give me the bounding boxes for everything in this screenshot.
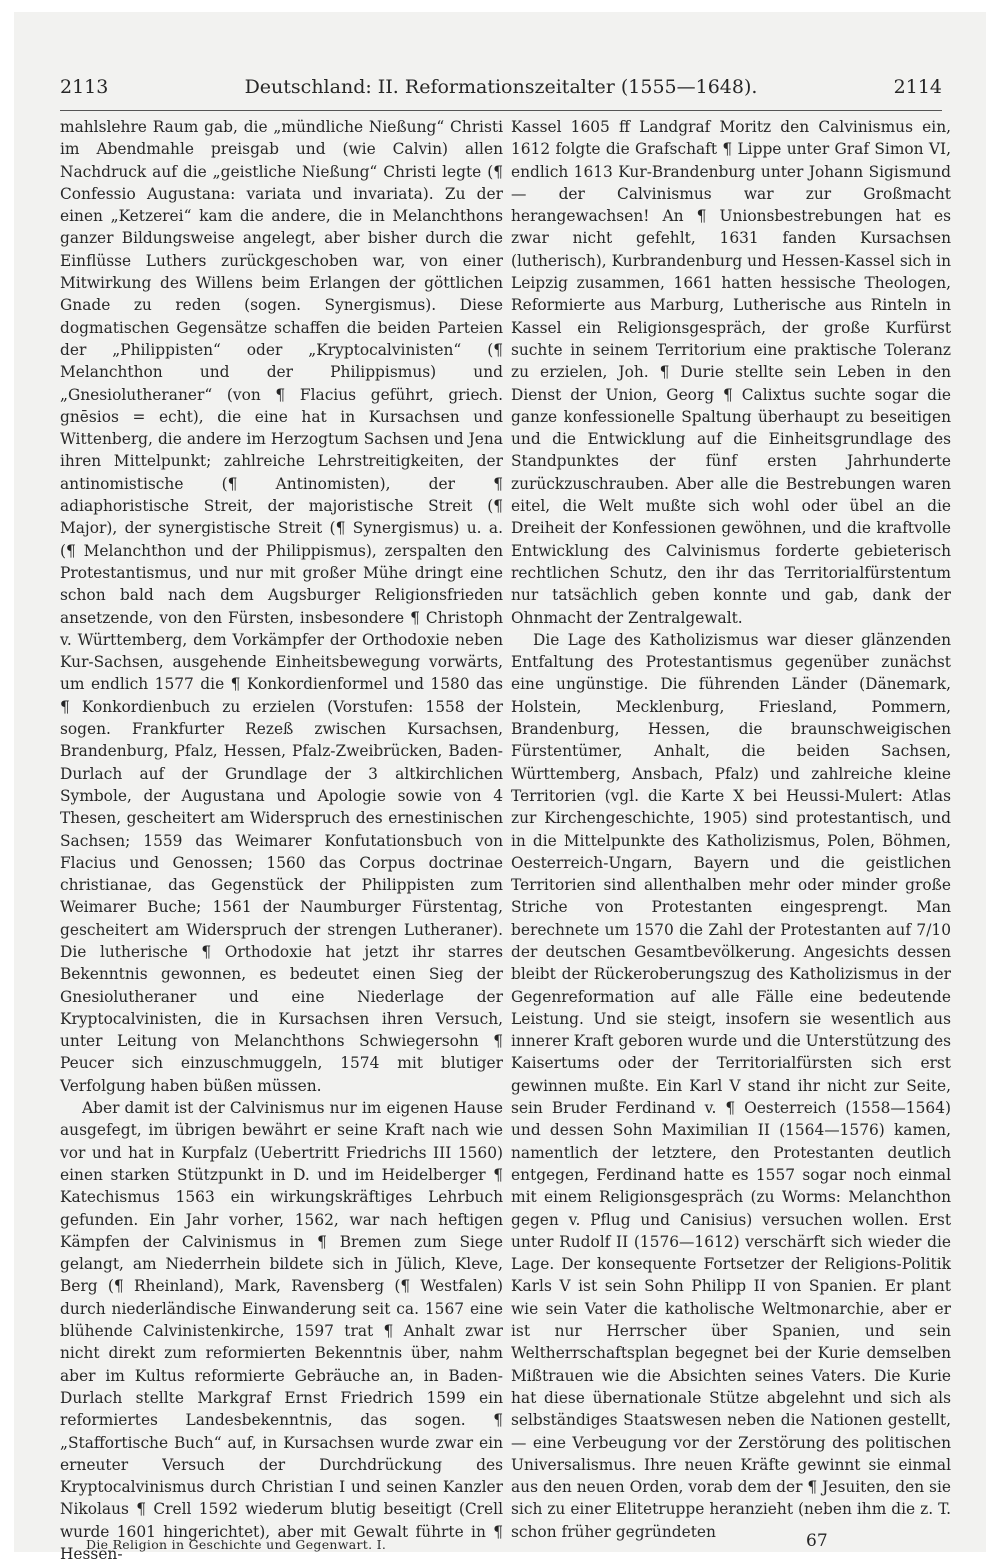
left-paragraph-2: Aber damit ist der Calvinismus nur im eigenen Hause ausgefegt, im übrigen bewährt er seine Kraft nach wie vor und hat in Kurpfalz (Uebertritt Friedrichs III 1560) einen starken Stützpunkt in D. und im Heidelberger ¶ Katechismus 1563 ein wirkungskräftiges Lehrbuch gefunden. Ein Jahr vorher, 1562, war nach heftigen Kämpfen der Calvinismus in ¶ Bremen zum Siege gelangt, am Niederrhein bildete sich in Jülich, Kleve, Berg (¶ Rheinland), Mark, Ravensberg (¶ Westfalen) durch niederländische Einwanderung seit ca. 1567 eine blühende Calvinistenkirche, 1597 trat ¶ Anhalt zwar nicht direkt zum reformierten Bekenntnis über, nahm aber im Kultus reformierte Gebräuche an, in Baden-Durlach stellte Markgraf Ernst Friedrich 1599 ein reformiertes Landesbekenntnis, das sogen. ¶ „Staffortische Buch“ auf, in Kursachsen wurde zwar ein erneuter Versuch der Durchdrückung des Kryptocalvinismus durch Christian I und seinen Kanzler Nikolaus ¶ Crell 1592 wiederum blutig beseitigt (Crell wurde 1601 hingerichtet), aber mit Gewalt führte in ¶ Hessen- <box>60 1099 503 1563</box>
left-column <box>60 116 503 1565</box>
page-number-right: 2114 <box>893 76 942 98</box>
header-rule <box>60 110 942 111</box>
right-paragraph-1: Kassel 1605 ff Landgraf Moritz den Calvinismus ein, 1612 folgte die Grafschaft ¶ Lippe unter Graf Simon VI, endlich 1613 Kur-Brandenburg unter Johann Sigismund — der Calvinismus war zur Großmacht herangewachsen! An ¶ Unionsbestrebungen hat es zwar nicht gefehlt, 1631 fanden Kursachsen (lutherisch), Kurbrandenburg und Hessen-Kassel sich in Leipzig zusammen, 1661 hatten hessische Theologen, Reformierte aus Marburg, Lutherische aus Rinteln in Kassel ein Religionsgespräch, der große Kurfürst suchte in seinem Territorium eine praktische Toleranz zu erzielen, Joh. ¶ Durie stellte sein Leben in den Dienst der Union, Georg ¶ Calixtus suchte sogar die ganze konfessionelle Spaltung überhaupt zu beseitigen und die Entwicklung auf die Einheitsgrundlage des Standpunktes der fünf ersten Jahrhunderte zurückzuschrauben. Aber alle die Bestrebungen waren eitel, die Welt mußte sich wohl oder übel an die Dreiheit der Konfessionen gewöhnen, und die kraftvolle Entwicklung des Calvinismus forderte gebieterisch rechtlichen Schutz, den ihr das Territorialfürstentum nur tatsächlich geben konnte und gab, dank der Ohnmacht der Zentralgewalt. <box>511 118 951 627</box>
right-paragraph-2: Die Lage des Katholizismus war dieser glänzenden Entfaltung des Protestantismus gegenüber zunächst eine ungünstige. Die führenden Länder (Dänemark, Holstein, Mecklenburg, Friesland, Pommern, Brandenburg, Hessen, die braunschweigischen Fürstentümer, Anhalt, die beiden Sachsen, Württemberg, Ansbach, Pfalz) und zahlreiche kleine Territorien (vgl. die Karte X bei Heussi-Mulert: Atlas zur Kirchengeschichte, 1905) sind protestantisch, und in die Mittelpunkte des Katholizismus, Polen, Böhmen, Oesterreich-Ungarn, Bayern und die geistlichen Territorien sind allenthalben mehr oder minder große Striche von Protestanten eingesprengt. Man berechnete um 1570 die Zahl der Protestanten auf 7/10 der deutschen Gesamtbevölkerung. Angesichts dessen bleibt der Rückeroberungszug des Katholizismus in der Gegenreformation auf alle Fälle eine bedeutende Leistung. Und sie steigt, insofern sie wesentlich aus innerer Kraft geboren wurde und die Unterstützung des Kaisertums oder der Territorialfürsten sich erst gewinnen mußte. Ein Karl V stand ihr nicht zur Seite, sein Bruder Ferdinand v. ¶ Oesterreich (1558—1564) und dessen Sohn Maximilian II (1564—1576) kamen, namentlich der letztere, den Protestanten deutlich entgegen, Ferdinand hatte es 1557 sogar noch einmal mit einem Religionsgespräch (zu Worms: Melanchthon gegen v. Pflug und Canisius) versuchen wollen. Erst unter Rudolf II (1576—1612) verschärft sich wieder die Lage. Der konsequente Fortsetzer der Religions-Politik Karls V ist sein Sohn Philipp II von Spanien. Er plant wie sein Vater die katholische Weltmonarchie, aber er ist nur Herrscher über Spanien, und sein Weltherrschaftsplan begegnet bei der Kurie demselben Mißtrauen wie die Absichten seines Vaters. Die Kurie hat diese übernationale Stütze abgelehnt und sich als selbständiges Staatswesen neben die Nationen gestellt, — eine Verbeugung vor der Zerstörung des politischen Universalismus. Ihre neuen Kräfte gewinnt sie einmal aus den neuen Orden, vorab dem der ¶ Jesuiten, den sie sich zu einer Elitetruppe heranzieht (neben ihm die z. T. schon früher gegründeten <box>511 630 951 1541</box>
left-paragraph-1: mahlslehre Raum gab, die „mündliche Nießung“ Christi im Abendmahle preisgab und (wie Calvin) allen Nachdruck auf die „geistliche Nießung“ Christi legte (¶ Confessio Augustana: variata und invariata). Zu der einen „Ketzerei“ kam die andere, die in Melanchthons ganzer Bildungsweise angelegt, aber bisher durch die Einflüsse Luthers zurückgeschoben war, von einer Mitwirkung des Willens beim Erlangen der göttlichen Gnade zu reden (sogen. Synergismus). Diese dogmatischen Gegensätze schaffen die beiden Parteien der „Philippisten“ oder „Kryptocalvinisten“ (¶ Melanchthon und der Philippismus) und „Gnesiolutheraner“ (von ¶ Flacius geführt, griech. gnēsios = echt), die eine hat in Kursachsen und Wittenberg, die andere im Herzogtum Sachsen und Jena ihren Mittelpunkt; zahlreiche Lehrstreitigkeiten, der antinomistische (¶ Antinomisten), der ¶ adiaphoristische Streit, der majoristische Streit (¶ Major), der synergistische Streit (¶ Synergismus) u. a. (¶ Melanchthon und der Philippismus), zerspalten den Protestantismus, und nur mit großer Mühe dringt eine schon bald nach dem Augsburger Religionsfrieden ansetzende, von den Fürsten, insbesondere ¶ Christoph v. Württemberg, dem Vorkämpfer der Orthodoxie neben Kur-Sachsen, ausgehende Einheitsbewegung vorwärts, um endlich 1577 die ¶ Konkordienformel und 1580 das ¶ Konkordienbuch zu erzielen (Vorstufen: 1558 der sogen. Frankfurter Rezeß zwischen Kursachsen, Brandenburg, Pfalz, Hessen, Pfalz-Zweibrücken, Baden-Durlach auf der Grundlage der 3 altkirchlichen Symbole, der Augustana und Apologie sowie von 4 Thesen, gescheitert am Widerspruch des ernestinischen Sachsen; 1559 das Weimarer Konfutationsbuch von Flacius und Genossen; 1560 das Corpus doctrinae christianae, das Gegenstück der Philippisten zum Weimarer Buche; 1561 der Naumburger Fürstentag, gescheitert am Widerspruch der strengen Lutheraner). Die lutherische ¶ Orthodoxie hat jetzt ihr starres Bekenntnis gewonnen, es bedeutet einen Sieg der Gnesiolutheraner und eine Niederlage der Kryptocalvinisten, die in Kursachsen ihren Versuch, unter Leitung von Melanchthons Schwiegersohn ¶ Peucer sich einzuschmuggeln, 1574 mit blutiger Verfolgung haben büßen müssen. <box>60 118 503 1095</box>
right-column <box>511 116 951 1543</box>
page-header <box>60 76 942 104</box>
scanned-page <box>14 12 986 1563</box>
page-number-left: 2113 <box>60 76 109 98</box>
running-title: Deutschland: II. Reformationszeitalter (1555—1648). <box>244 76 758 98</box>
footer-publication: Die Religion in Geschichte und Gegenwart. I. <box>86 1537 387 1552</box>
footer-signature: 67 <box>806 1531 828 1551</box>
